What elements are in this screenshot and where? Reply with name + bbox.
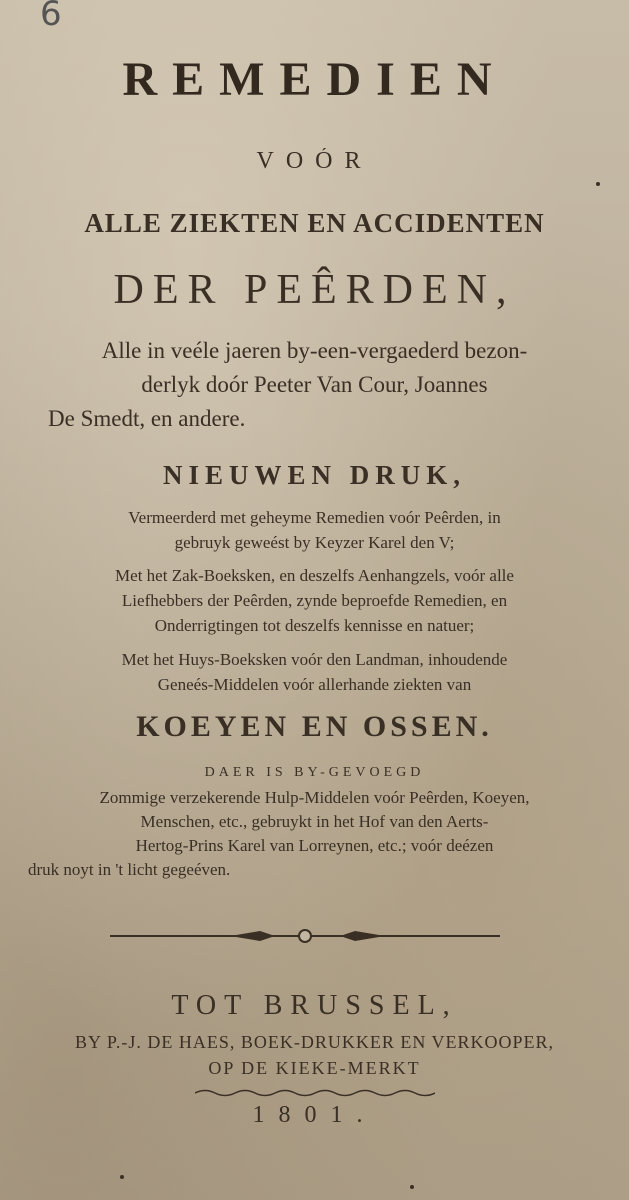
para3-line-1: Met het Huys-Boeksken voór den Landman, inhoudende [121,650,508,669]
title-remedien: REMEDIEN [122,53,507,106]
title-der-peerden: DER PEÊRDEN, [113,267,516,313]
ink-speck [120,1175,124,1179]
para4-line-4: druk noyt in 't licht gegeéven. [28,860,231,879]
para4-line-1: Zommige verzekerende Hulp-Middelen voór Peêrden, Koeyen, [99,788,530,807]
edition-note: NIEUWEN DRUK, [162,460,467,490]
koeyen-en-ossen: KOEYEN EN OSSEN. [136,710,493,743]
para3-line-2: Geneés-Middelen voór allerhande ziekten van [157,675,472,694]
ink-speck [596,182,600,186]
para4-line-3: Hertog-Prins Karel van Lorreynen, etc.; voór deézen [135,836,494,855]
imprint-printer: BY P.-J. DE HAES, BOEK-DRUKKER EN VERKOOPER, [74,1032,555,1052]
handwritten-mark: 6 [40,0,62,34]
small-ornament-rule [195,1088,435,1098]
para1-line-1: Vermeerderd met geheyme Remedien voór Peêrden, in [128,508,501,527]
intro-line-3: De Smedt, en andere. [48,406,246,431]
intro-line-2: derlyk doór Peeter Van Cour, Joannes [141,372,488,397]
para4-line-2: Menschen, etc., gebruykt in het Hof van den Aerts- [140,812,489,831]
para2-line-2: Liefhebbers der Peêrden, zynde beproefde Remedien, en [121,591,508,610]
daer-is-by-gevoegd: DAER IS BY-GEVOEGD [204,765,425,780]
intro-line-1: Alle in veéle jaeren by-een-vergaederd bezon- [101,338,528,363]
title-voor: VOÓR [256,148,373,174]
imprint-address: OP DE KIEKE-MERKT [208,1058,421,1078]
imprint-year: 1801. [252,1102,377,1128]
title-alle-ziekten: ALLE ZIEKTEN EN ACCIDENTEN [84,208,545,238]
imprint-place: TOT BRUSSEL, [171,990,458,1021]
para1-line-2: gebruyk geweést by Keyzer Karel den V; [174,533,455,552]
para2-line-1: Met het Zak-Boeksken, en deszelfs Aenhangzels, voór alle [115,566,514,585]
ornament-rule [110,928,500,944]
para2-line-3: Onderrigtingen tot deszelfs kennisse en natuer; [154,616,475,635]
ink-speck [410,1185,414,1189]
